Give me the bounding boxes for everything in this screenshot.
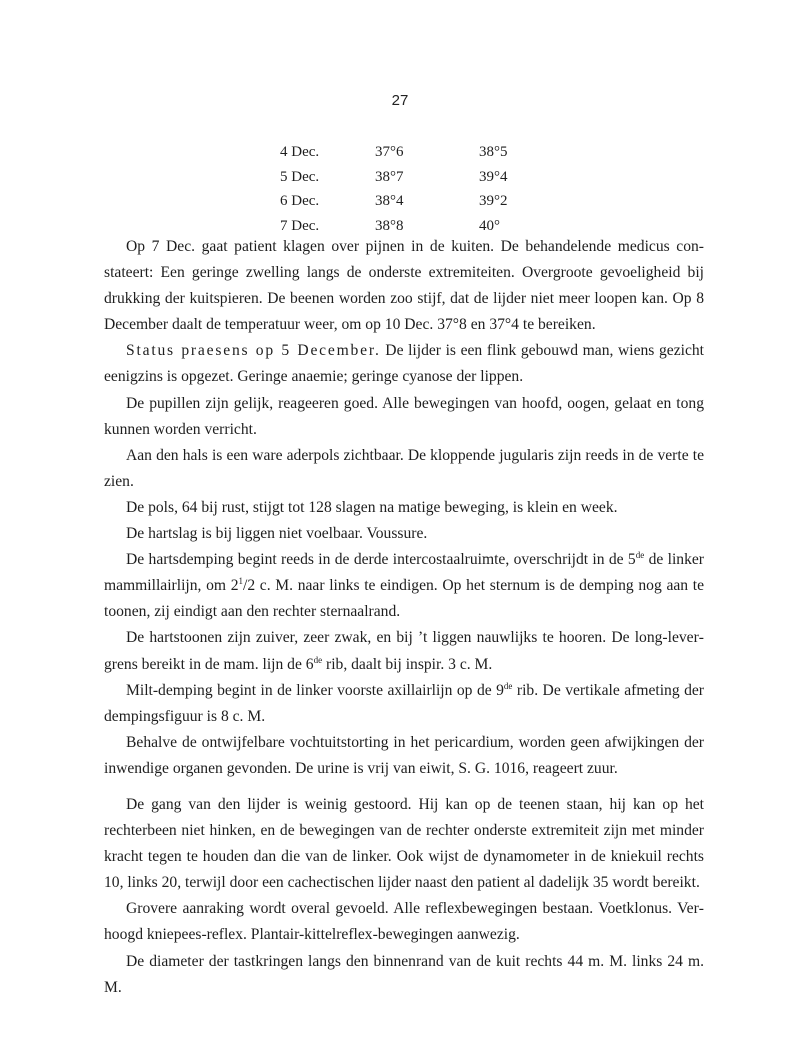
- table-cell-evening-temp: 39°4: [479, 168, 508, 185]
- table-cell-evening-temp: 38°5: [479, 144, 508, 160]
- paragraph-text: rib. De vertikale afmeting der dempingsfiguur is 8 c. M.: [104, 681, 704, 725]
- paragraph-text: de linker mammillairlijn, om 2: [104, 551, 704, 595]
- superscript: de: [313, 654, 323, 665]
- paragraph: Behalve de ontwijfelbare vochtuitstorting in het pericardium, worden geen afwijkingen der inwendige organen gevonden. De urine is vrij van eiwit, S. G. 1016, reageert zuur.: [104, 733, 704, 777]
- fraction-numerator: 1: [238, 576, 243, 587]
- paragraph-text: Milt-demping begint in de linker voorste axillairlijn op de 9: [126, 681, 504, 699]
- paragraph-text: De hartstoonen zijn zuiver, zeer zwak, en bij ’t liggen nauwlijks te hooren. De long-levergrens bereikt in de mam. lijn de 6: [104, 629, 704, 673]
- paragraph-hartstoonen: [104, 625, 704, 677]
- table-cell-evening-temp: 40°: [479, 217, 500, 234]
- body-text: [104, 234, 704, 1001]
- paragraph-text: De hartsdemping begint reeds in de derde intercostaalruimte, overschrijdt in de 5: [126, 551, 636, 569]
- paragraph: De gang van den lijder is weinig gestoord. Hij kan op de teenen staan, hij kan op het rechterbeen niet hinken, en de bewegingen van de rechter onderste extremiteit zijn met minder kracht tegen te houden dan die van de linker. Ook wijst de dynamometer in de kniekuil rechts 10, links 20, terwijl door een cachectischen lijder naast den patient al dadelijk 35 wordt bereikt.: [104, 795, 704, 892]
- paragraph-status-praesens: [104, 338, 704, 390]
- superscript: de: [503, 680, 513, 691]
- table-cell-date: 6 Dec.: [280, 193, 320, 209]
- table-cell-date: 7 Dec.: [280, 217, 320, 234]
- table-row: [280, 165, 539, 190]
- paragraph: Op 7 Dec. gaat patient klagen over pijnen in de kuiten. De behandelende medicus constateert: Een geringe zwelling langs de onderste extremiteiten. Overgroote gevoeligheid bij drukking der kuitspieren. De beenen worden zoo stijf, dat de lijder niet meer loopen kan. Op 8 December daalt de temperatuur weer, om op 10 Dec. 37°8 en 37°4 te bereiken.: [104, 238, 704, 334]
- paragraph: De diameter der tastkringen langs den binnenrand van de kuit rechts 44 m. M. links 24 m. M.: [104, 952, 704, 996]
- table-cell-evening-temp: 39°2: [479, 193, 508, 209]
- table-cell-date: 5 Dec.: [280, 168, 320, 185]
- paragraph-milt-demping: [104, 678, 704, 730]
- table-cell-morning-temp: 38°8: [375, 217, 404, 234]
- paragraph: Grovere aanraking wordt overal gevoeld. Alle reflexbewegingen bestaan. Voetklonus. Verhoogd kniepees-reflex. Plantair-kittelreflex-bewegingen aanwezig.: [104, 900, 704, 944]
- page-number: 27: [391, 92, 409, 109]
- table-cell-morning-temp: 38°7: [375, 168, 404, 185]
- paragraph-text: De lijder is een flink gebouwd man, wiens gezicht eenigzins is opgezet. Geringe anaemie; geringe cyanose der lippen.: [104, 342, 704, 386]
- superscript: de: [635, 550, 645, 561]
- paragraph: Aan den hals is een ware aderpols zichtbaar. De kloppende jugularis zijn reeds in de verte te zien.: [104, 446, 704, 490]
- paragraph: De pols, 64 bij rust, stijgt tot 128 slagen na matige beweging, is klein en week.: [126, 498, 618, 516]
- table-row: [280, 189, 539, 214]
- paragraph: De hartslag is bij liggen niet voelbaar. Voussure.: [126, 525, 428, 543]
- paragraph-text: rib, daalt bij inspir. 3 c. M.: [322, 655, 493, 673]
- fraction-denominator: 2: [247, 577, 256, 595]
- table-cell-date: 4 Dec.: [280, 144, 320, 160]
- status-praesens-heading: Status praesens op 5 December.: [126, 342, 381, 360]
- table-row: [280, 140, 539, 165]
- paragraph: De pupillen zijn gelijk, reageeren goed. Alle bewegingen van hoofd, oogen, gelaat en tong kunnen worden verricht.: [104, 394, 704, 438]
- table-cell-morning-temp: 38°4: [375, 193, 404, 209]
- paragraph-hartsdemping: [104, 547, 704, 625]
- paragraph-text: c. M. naar links te eindigen. Op het sternum is de demping nog aan te toonen, zij eindigt aan den rechter sternaalrand.: [104, 577, 704, 621]
- fraction-slash: /: [243, 577, 248, 595]
- table-cell-morning-temp: 37°6: [375, 144, 404, 160]
- temperature-table: [280, 140, 539, 238]
